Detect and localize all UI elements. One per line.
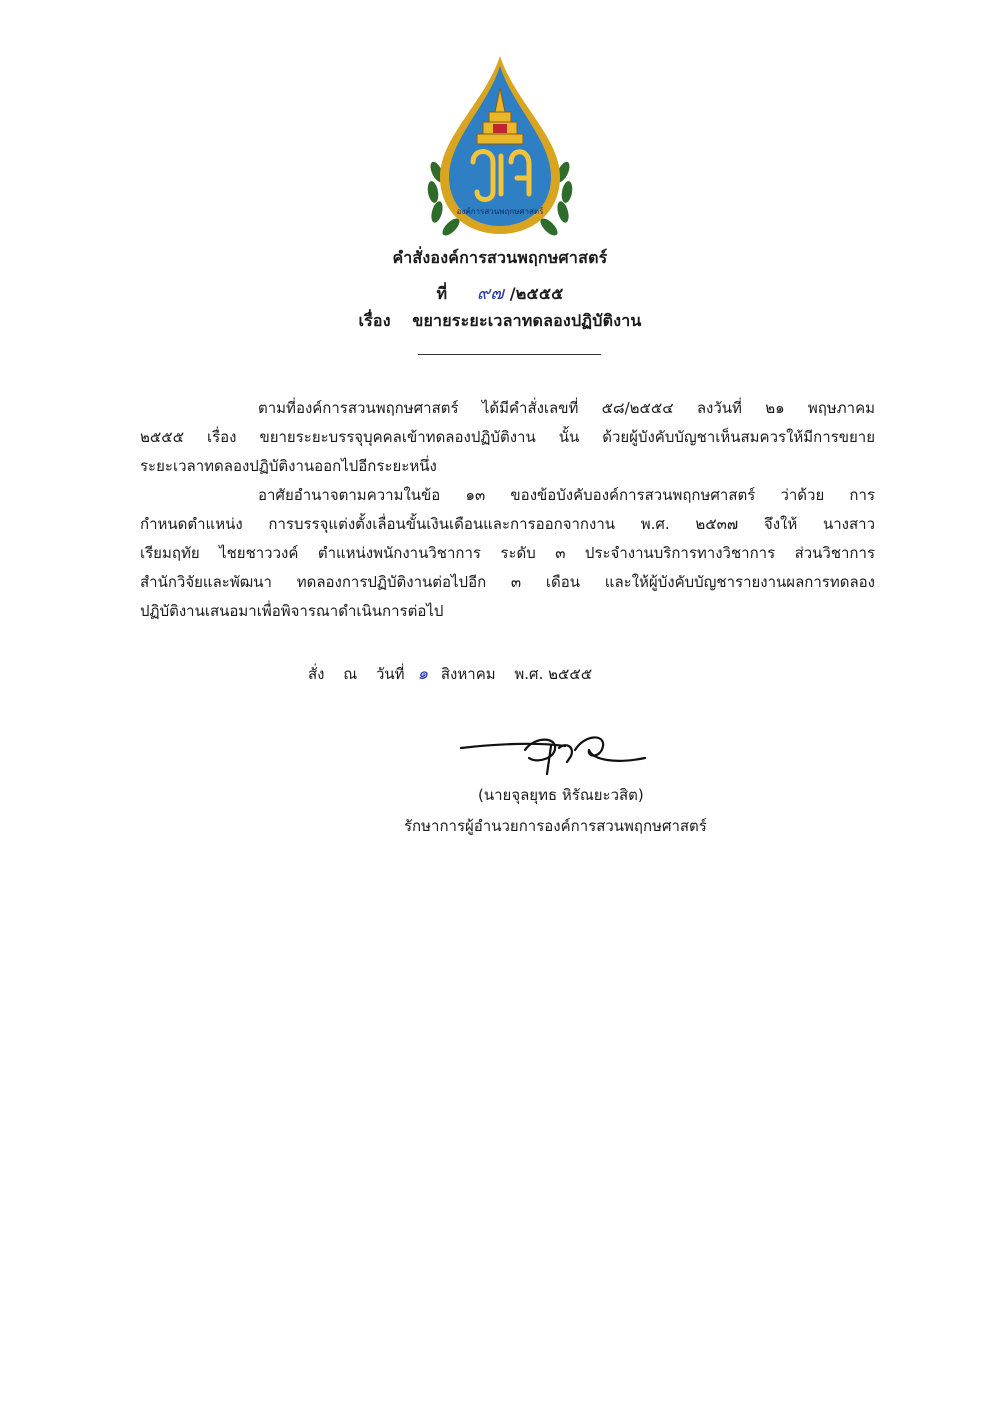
paragraph-line: ระยะเวลาทดลองปฏิบัติงานออกไปอีกระยะหนึ่ง: [140, 457, 437, 475]
subject-label: เรื่อง: [358, 311, 391, 330]
paragraph-line: อาศัยอำนาจตามความในข้อ ๑๓ ของข้อบังคับองค์การสวนพฤกษศาสตร์ ว่าด้วย การ: [258, 486, 875, 504]
order-number-handwritten: ๙๗: [476, 283, 504, 304]
paragraph-line: กำหนดตำแหน่ง การบรรจุแต่งตั้งเลื่อนขั้นเงินเดือนและการออกจากงาน พ.ศ. ๒๕๓๗ จึงให้ นางสาว: [140, 515, 875, 533]
svg-text:องค์การสวนพฤกษศาสตร์: องค์การสวนพฤกษศาสตร์: [456, 207, 544, 216]
order-date-year: พ.ศ. ๒๕๕๕: [514, 665, 593, 683]
order-date-prefix: สั่ง: [308, 665, 325, 683]
order-date-day-label: วันที่: [375, 665, 405, 683]
order-title: คำสั่งองค์การสวนพฤกษศาสตร์: [392, 248, 608, 267]
order-date-month: สิงหาคม: [440, 665, 496, 683]
paragraph-line: สำนักวิจัยและพัฒนา ทดลองการปฏิบัติงานต่อไปอีก ๓ เดือน และให้ผู้บังคับบัญชารายงานผลการทดลอง: [140, 573, 875, 591]
order-date: [308, 660, 592, 687]
order-date-day-handwritten: ๑: [417, 664, 429, 684]
order-number-line: [0, 278, 1000, 307]
paragraph-line: ปฏิบัติงานเสนอมาเพื่อพิจารณาดำเนินการต่อไป: [140, 602, 444, 620]
handwritten-signature-icon: [455, 728, 675, 780]
paragraph-line: ๒๕๕๕ เรื่อง ขยายระยะบรรจุบุคคลเข้าทดลองปฏิบัติงาน นั้น ด้วยผู้บังคับบัญชาเห็นสมควรให้มีการขยาย: [140, 428, 875, 446]
signer-name: (นายจุลยุทธ หิรัณยะวสิต): [478, 786, 644, 804]
order-date-at: ณ: [343, 665, 358, 683]
signer-position: รักษาการผู้อำนวยการองค์การสวนพฤกษศาสตร์: [404, 817, 707, 835]
header-divider: [418, 354, 601, 355]
signature: [455, 728, 675, 780]
body-paragraph-1: [140, 394, 875, 481]
order-number-label: ที่: [436, 284, 448, 303]
subject-line: [0, 309, 1000, 334]
paragraph-line: เรียมฤทัย ไชยชาววงค์ ตำแหน่งพนักงานวิชาการ ระดับ ๓ ประจำงานบริการทางวิชาการ ส่วนวิชาการ: [140, 544, 875, 562]
subject-text: ขยายระยะเวลาทดลองปฏิบัติงาน: [412, 311, 642, 330]
seal-drop-icon: [425, 52, 575, 240]
order-number-suffix: /๒๕๕๕: [509, 284, 564, 303]
organization-logo: [425, 52, 575, 240]
body-paragraph-2: [140, 481, 875, 626]
paragraph-line: ตามที่องค์การสวนพฤกษศาสตร์ ได้มีคำสั่งเลขที่ ๕๘/๒๕๕๔ ลงวันที่ ๒๑ พฤษภาคม: [258, 399, 875, 417]
